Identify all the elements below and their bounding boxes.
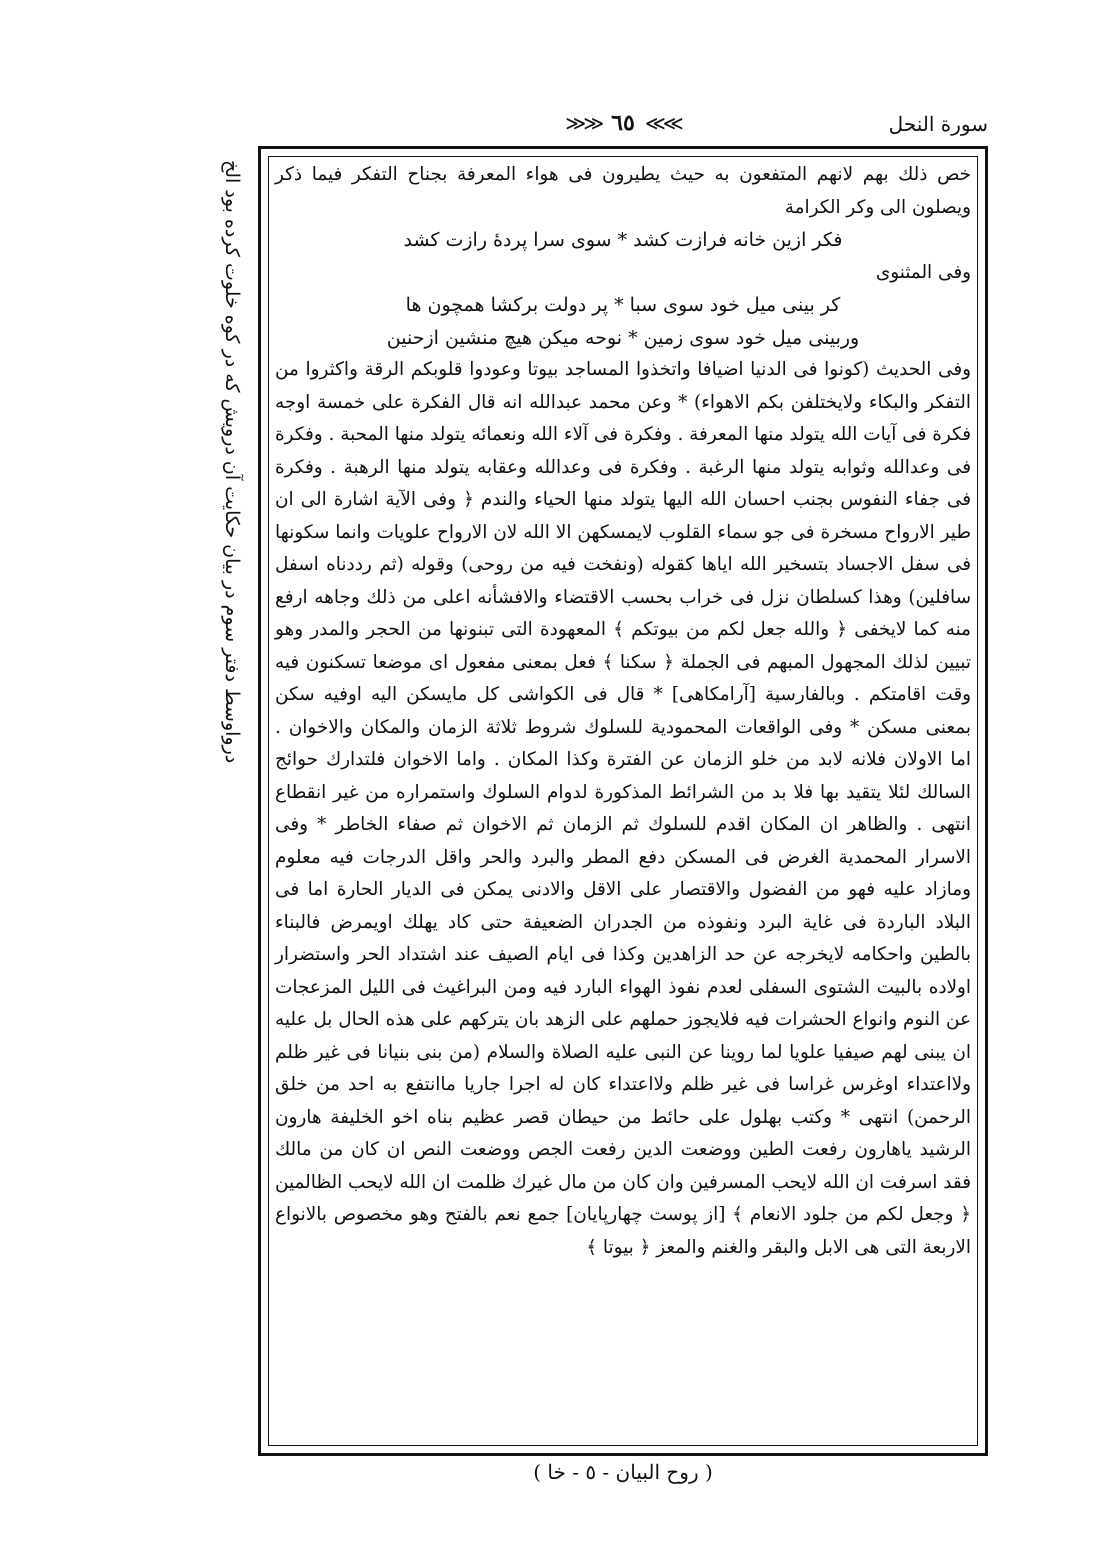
margin-note-text: درواوسط دفتر سوم در بيان حكايت آن درويش كه در كوه خلوت كرده بود الخ (221, 160, 243, 764)
page-footer: ( روح البيان - ٥ - خا ) (533, 1460, 713, 1484)
ornament-right-icon: ≪≪ (644, 111, 681, 135)
paragraph-mathnawi-label: وفى المثنوى (875, 261, 971, 283)
page-number: ٦٥ (611, 110, 635, 136)
ornament-left-icon: ≫≫ (565, 111, 602, 135)
margin-note (214, 160, 250, 1400)
main-text (275, 159, 971, 1445)
paragraph-main: وفى الحديث (كونوا فى الدنيا اضيافا واتخذوا المساجد بيوتا وعودوا قلوبكم الرقة واكثروا من التفكر والبكاء ولايختلفن بكم الاهواء) * وعن محمد عبدالله انه قال الفكرة على خمسة اوجه فكرة فى آيات الله يتولد منها المعرفة . وفكرة فى آلاء الله ونعمائه يتولد منها المحبة . وفكرة فى وعدالله وثوابه يتولد منها الرغبة . وفكرة فى وعدالله وعقابه يتولد منها الرهبة . وفكرة فى جفاء النفوس بجنب احسان الله اليها يتولد منها الحياء والندم ﴿ وفى الآية اشارة الى ان طير الارواح مسخرة فى جو سماء القلوب لايمسكهن الا الله لان الارواح علويات وانما سكونها فى سفل الاجساد بتسخير الله اياها كقوله (ونفخت فيه من روحى) وقوله (ثم رددناه اسفل سافلين) وهذا كسلطان نزل فى خراب بحسب الاقتضاء والافشأنه اعلى من ذلك وجاهه ارفع منه كما لايخفى ﴿ والله جعل لكم من بيوتكم ﴾ المعهودة التى تبنونها من الحجر والمدر وهو تبيين لذلك المجهول المبهم فى الجملة ﴿ سكنا ﴾ فعل بمعنى مفعول اى موضعا تسكنون فيه وقت اقامتكم . وبالفارسية [آرامكاهى] * قال فى الكواشى كل مايسكن اليه اوفيه سكن بمعنى مسكن * وفى الواقعات المحمودية للسلوك شروط ثلاثة الزمان والمكان والاخوان . اما الاولان فلانه لابد من خلو الزمان عن الفترة وكذا المكان . واما الاخوان فلتدارك حوائج السالك لئلا يتقيد بها فلا بد من الشرائط المذكورة لدوام السلوك واستمراره من غير انقطاع انتهى . والظاهر ان المكان اقدم للسلوك ثم الزمان ثم الاخوان ثم صفاء الخاطر * وفى الاسرار المحمدية الغرض فى المسكن دفع المطر والبرد والحر واقل الدرجات فيه معلوم ومازاد عليه فهو من الفضول والاقتصار على الاقل والادنى يمكن فى الديار الحارة اما فى البلاد الباردة فى غاية البرد ونفوذه من الجدران الضعيفة حتى كاد يهلك اويمرض فالبناء بالطين واحكامه لايخرجه عن حد الزاهدين وكذا فى ايام الصيف عند اشتداد الحر واستضرار اولاده بالبيت الشتوى السفلى لعدم نفوذ الهواء البارد فيه ومن البراغيث فى الليل المزعجات عن النوم وانواع الحشرات فيه فلايجوز حملهم على الزهد بان يتركهم على هذه الحال بل عليه ان يبنى لهم صيفيا علويا لما روينا عن النبى عليه الصلاة والسلام (من بنى بنيانا فى غير ظلم ولااعتداء اوغرس غراسا فى غير ظلم ولااعتداء كان له اجرا جاريا ماانتفع به احد من خلق الرحمن) انتهى * وكتب بهلول على حائط من حيطان قصر عظيم بناه اخو الخليفة هارون الرشيد ياهارون رفعت الطين ووضعت الدين رفعت الجص ووضعت النص ان كان من مالك فقد اسرفت ان الله لايحب المسرفين وان كان من مال غيرك ظلمت ان الله لايحب الظالمين ﴿ وجعل لكم من جلود الانعام ﴾ [از پوست چهارپايان] جمع نعم بالفتح وهو مخصوص بالانواع الاربعة التى هى الابل والبقر والغنم والمعز ﴿ بيوتا ﴾ (275, 359, 971, 1258)
persian-verse: وربينى ميل خود سوى زمين * نوحه ميكن هيچ منشين ازحنين (386, 326, 860, 349)
page-number-block (565, 110, 680, 136)
paragraph-intro: خص ذلك بهم لانهم المتفعون به حيث يطيرون فى هواء المعرفة بجناح التفكر فيما ذكر ويصلون الى وكر الكرامة (275, 164, 971, 218)
surah-title: سورة النحل (888, 112, 988, 136)
persian-verse: كر بينى ميل خود سوى سبا * پر دولت بركشا همچون ها (405, 294, 841, 316)
persian-verse: فكر ازين خانه فرازت كشد * سوى سرا پردهٔ رازت كشد (403, 229, 843, 251)
text-frame (258, 146, 988, 1456)
page-header (258, 108, 988, 144)
